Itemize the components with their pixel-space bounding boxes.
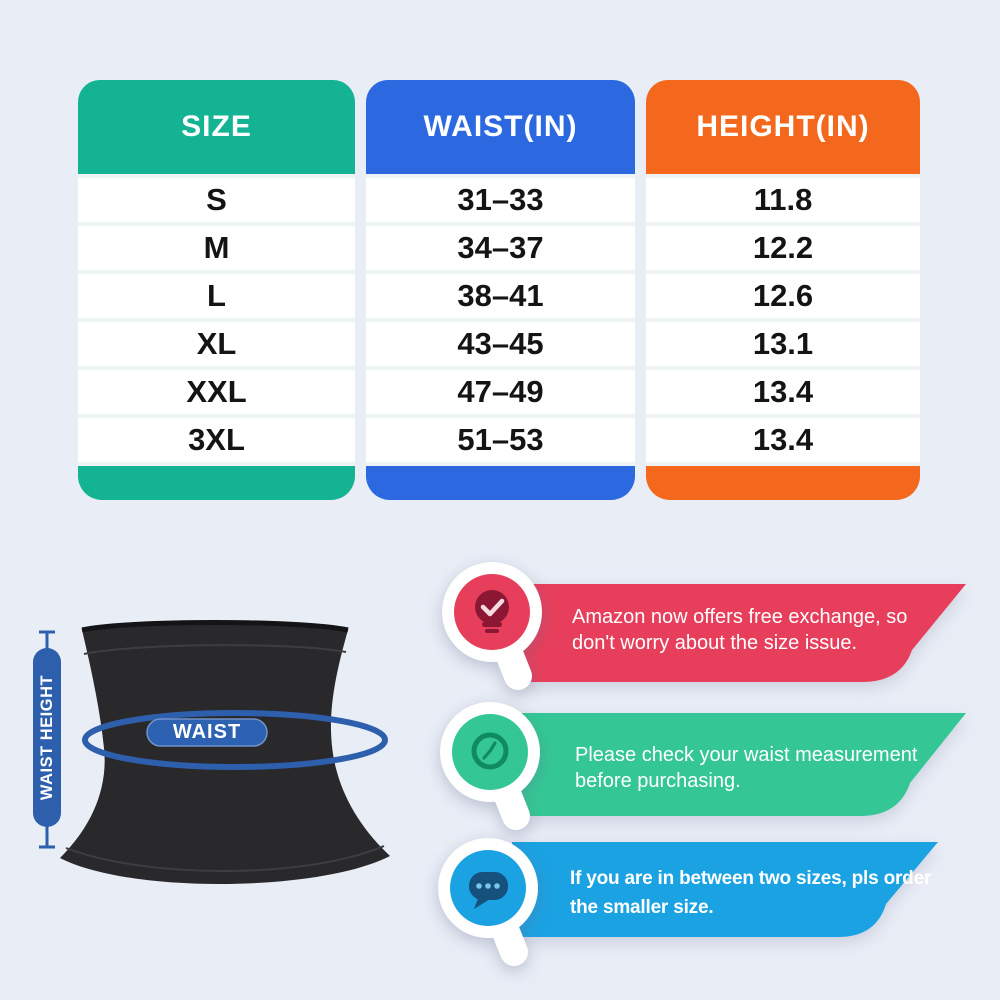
waist-label: WAIST [172,721,242,743]
callout-line: Please check your waist measurement [575,744,918,766]
column-header-height: HEIGHT(IN) [646,80,920,174]
size-cell: 3XL [78,418,355,462]
column-footer-size [78,466,355,500]
height-cell: 12.2 [646,226,920,270]
height-cell: 12.6 [646,274,920,318]
callout-line: don't worry about the size issue. [572,632,858,654]
height-column [646,80,920,500]
callout-text [572,604,952,656]
height-cell: 13.4 [646,370,920,414]
waist-label-pill [147,719,267,746]
column-footer-height [646,466,920,500]
column-footer-waist [366,466,635,500]
waist-cell: 38–41 [366,274,635,318]
waist-height-pill [33,648,61,827]
chat-dots-icon [438,838,538,973]
waist-cell: 31–33 [366,178,635,222]
size-cell: XXL [78,370,355,414]
callout-line: If you are in between two sizes, pls order [570,868,932,889]
size-column [78,80,355,500]
height-cell: 13.4 [646,418,920,462]
lightbulb-check-icon [442,562,542,697]
height-cell: 13.1 [646,322,920,366]
callout-line: the smaller size. [570,897,714,918]
waist-cell: 43–45 [366,322,635,366]
waist-cell: 34–37 [366,226,635,270]
callout-check-measurement [440,700,980,840]
callout-between-sizes [438,836,978,976]
waist-cell: 47–49 [366,370,635,414]
column-header-size: SIZE [78,80,355,174]
size-cell: M [78,226,355,270]
column-header-waist: WAIST(IN) [366,80,635,174]
size-cell: L [78,274,355,318]
callout-text [570,864,960,922]
height-cell: 11.8 [646,178,920,222]
size-cell: S [78,178,355,222]
waist-trainer-illustration [20,596,420,916]
waist-column [366,80,635,500]
waist-cell: 51–53 [366,418,635,462]
waist-height-label: WAIST HEIGHT [38,674,56,801]
size-cell: XL [78,322,355,366]
clock-icon [440,702,540,837]
callout-line: Amazon now offers free exchange, so [572,606,908,628]
callout-line: before purchasing. [575,770,741,792]
callout-free-exchange [440,558,980,698]
waist-trainer-diagram [20,596,420,921]
callout-text [575,742,955,794]
